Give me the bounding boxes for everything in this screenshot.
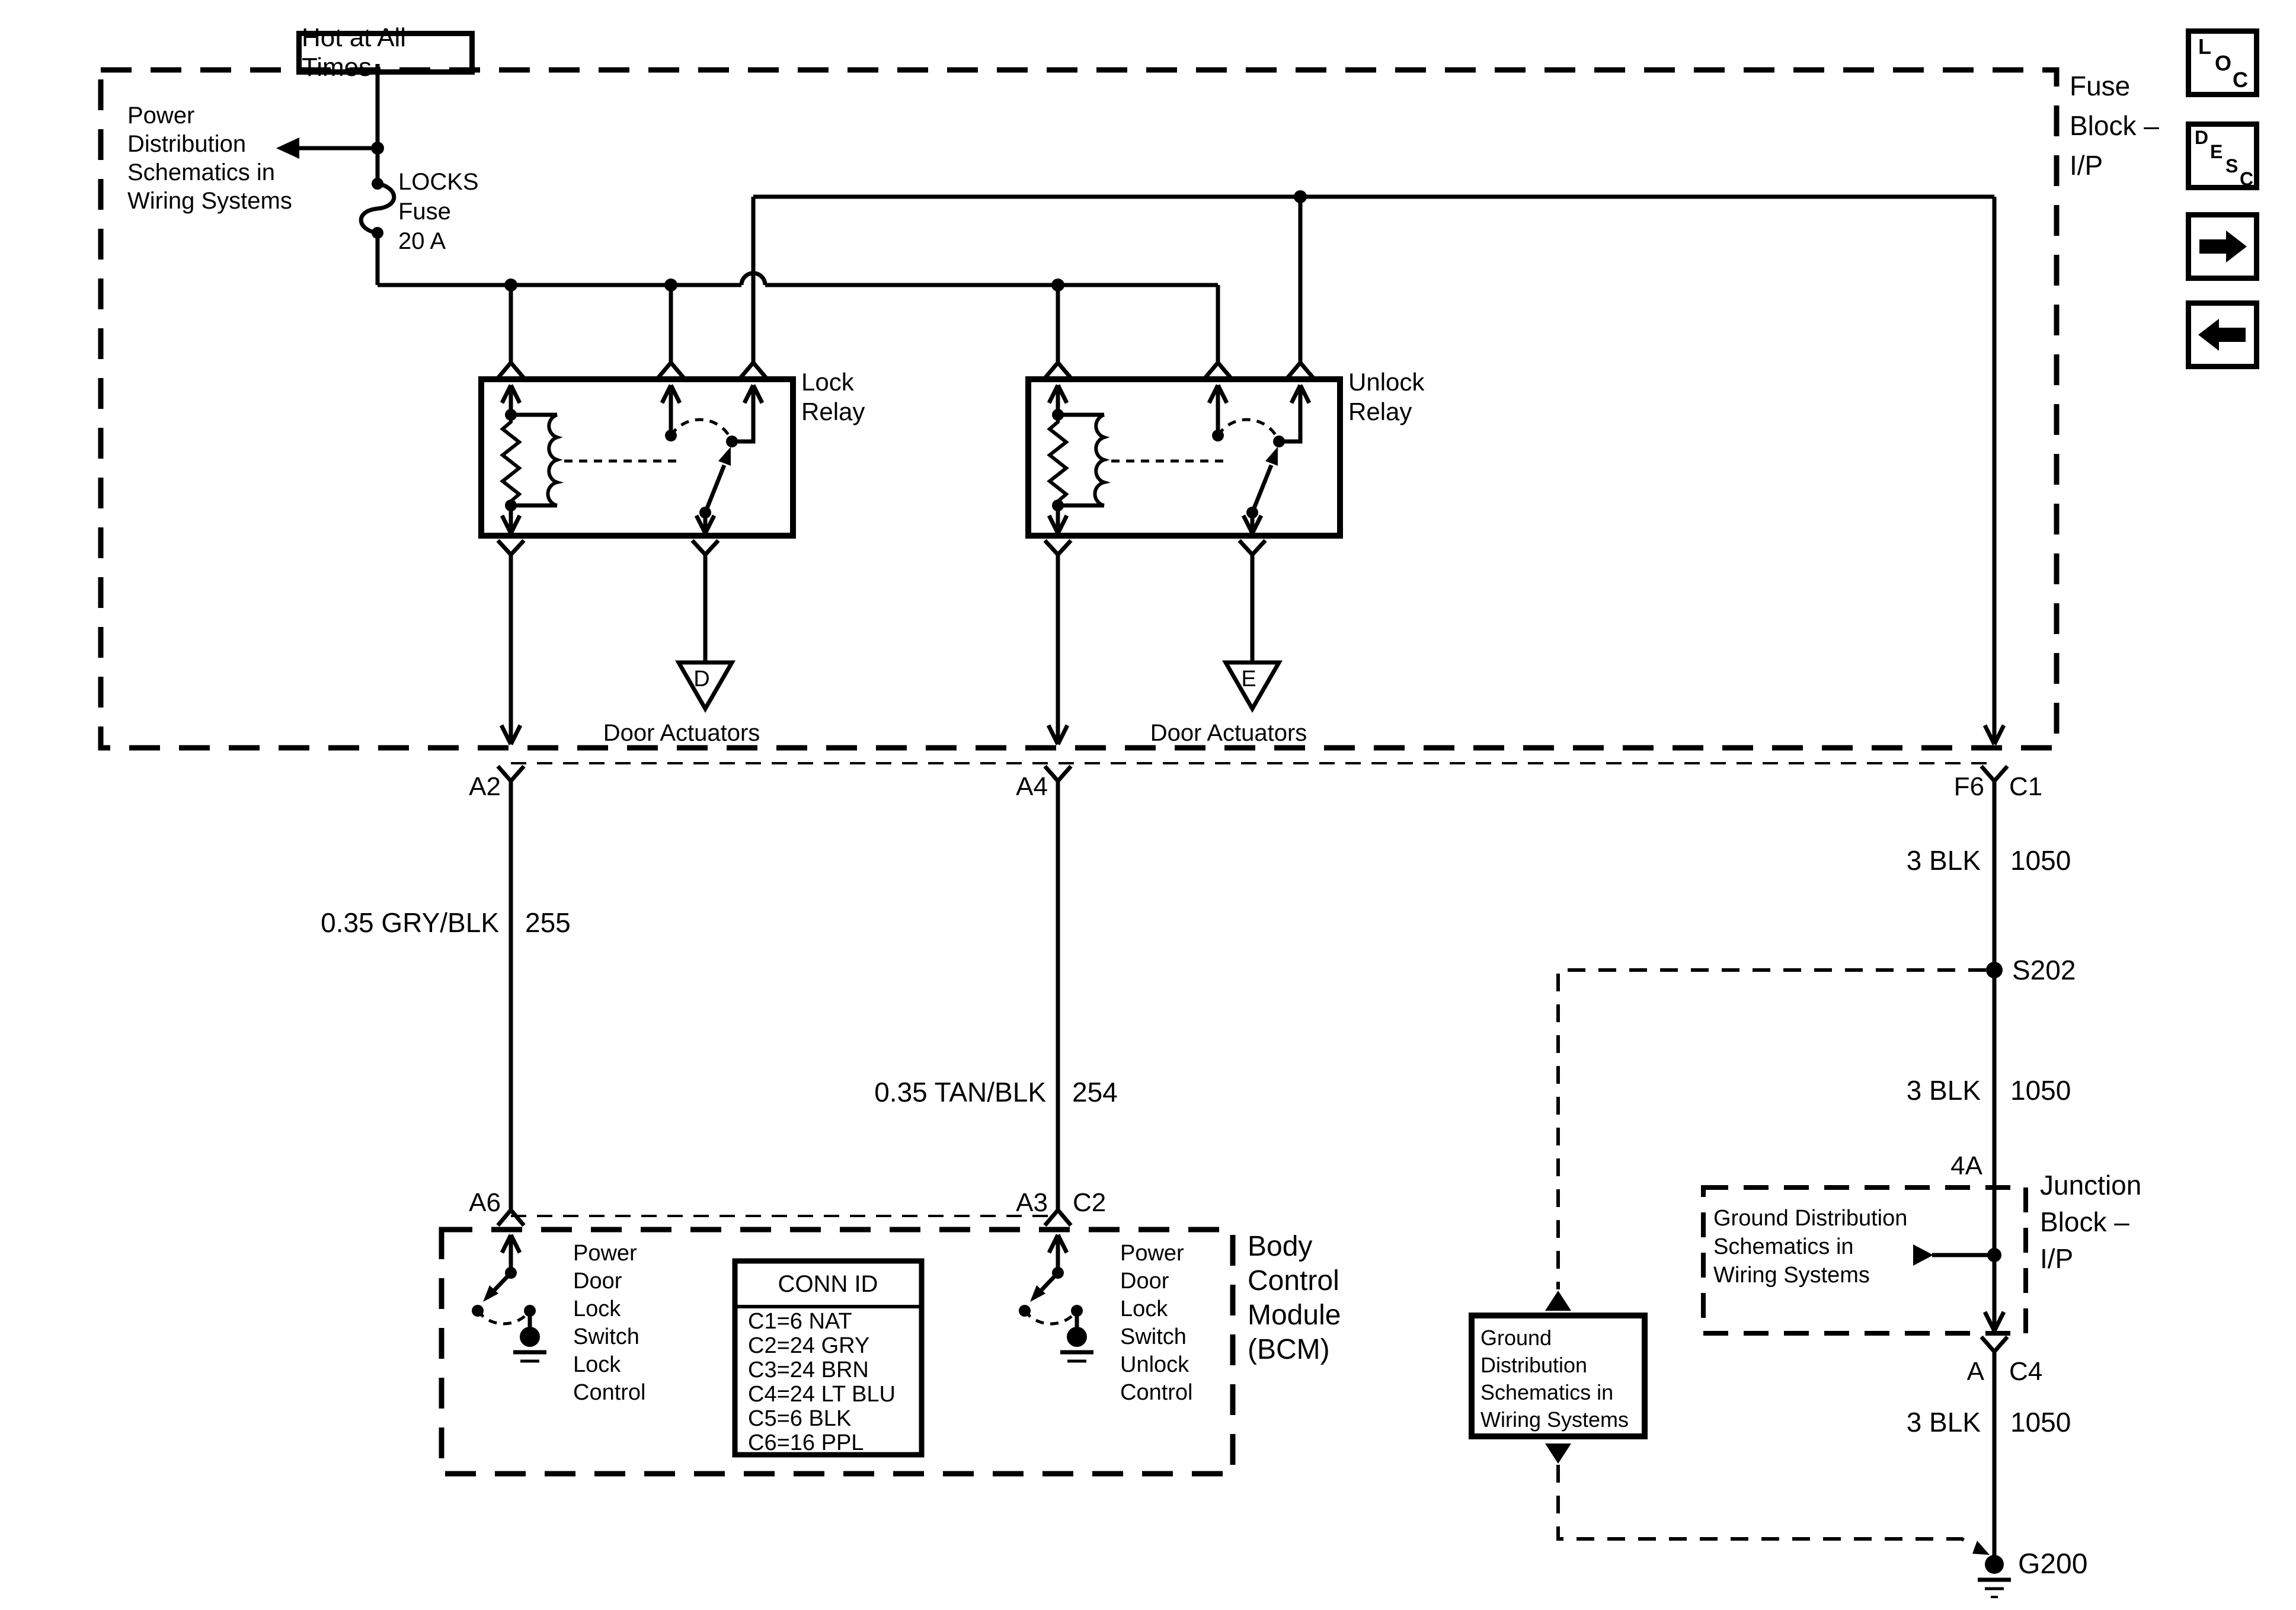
lock-switch-lines <box>487 1235 530 1327</box>
bus-lower <box>378 273 1218 285</box>
right-arrow-icon <box>2193 220 2252 273</box>
unlock-switch-note-line: Switch <box>1120 1324 1187 1349</box>
dashed-links <box>478 420 1279 1324</box>
lock-switch-note-line: Lock <box>573 1352 621 1377</box>
fuse-type: Fuse <box>398 199 451 225</box>
hot-at-all-times-box <box>296 23 475 82</box>
ground-label-g200: G200 <box>2018 1548 2088 1580</box>
junction-note-line: Wiring Systems <box>1713 1263 1870 1288</box>
junction-note-line: Schematics in <box>1713 1234 1854 1259</box>
pin-label-f6: F6 <box>1953 772 1984 801</box>
lock-relay-coil <box>548 415 557 505</box>
ground-ref-note-line: Schematics in <box>1480 1380 1614 1404</box>
fuseblock-exit-forks <box>498 766 2007 781</box>
ground-bar-2 <box>520 1357 2004 1589</box>
wire-label-blk: 3 BLK <box>1906 1407 1981 1438</box>
relay-feed-drops <box>511 197 1300 363</box>
relay-internals <box>503 385 1300 533</box>
loc-letter: C <box>2233 68 2248 92</box>
junction-note-line: Ground Distribution <box>1713 1206 1908 1231</box>
loc-letter: L <box>2198 34 2211 59</box>
relay-output-wires <box>511 555 1252 744</box>
connector-label-c2: C2 <box>1073 1188 1107 1217</box>
fuse-block-outline <box>101 70 2057 748</box>
unlock-relay-coil <box>1095 415 1104 505</box>
door-actuators-label: Door Actuators <box>603 720 760 746</box>
lock-relay-label-line: Relay <box>801 398 865 425</box>
connector-label-c1: C1 <box>2009 772 2043 801</box>
power-dist-arrowhead <box>276 137 299 159</box>
bcm-entry-forks <box>498 1210 1071 1225</box>
desc-letter: E <box>2210 141 2223 162</box>
ground-bar-1 <box>513 1352 2011 1580</box>
g200-ref-arrowhead <box>1972 1541 1990 1555</box>
relay-bottom-forks <box>498 540 1265 555</box>
desc-letter: S <box>2225 155 2239 177</box>
unlock-relay-blade <box>1252 465 1271 513</box>
actuator-e-letter: E <box>1241 667 1256 692</box>
junction-label-line: Junction <box>2040 1170 2142 1201</box>
relay-top-forks <box>498 363 1313 378</box>
left-arrow-icon <box>2193 308 2252 361</box>
actuator-triangles <box>679 662 1279 709</box>
lock-relay-blade <box>705 465 724 513</box>
forward-button[interactable] <box>2186 212 2259 281</box>
fuse-block-label-line: Fuse <box>2070 71 2131 101</box>
ground-ref-down-arrow <box>1545 1443 1571 1464</box>
solid-boxes <box>481 379 1645 1455</box>
pin-label-a3: A3 <box>1016 1188 1048 1217</box>
circuit-255: 255 <box>525 907 571 938</box>
lock-switch-note-line: Door <box>573 1269 622 1294</box>
splice-label-s202: S202 <box>2012 955 2076 985</box>
bcm-input-wires <box>511 781 1058 1210</box>
fuse-block-label-line: Block – <box>2070 110 2159 141</box>
unlock-switch-note-line: Lock <box>1120 1297 1168 1321</box>
unlock-switch-note-line: Unlock <box>1120 1352 1189 1377</box>
relay-top-arrows <box>502 385 1309 403</box>
relay-contact-arcs <box>671 420 1279 441</box>
conn-id-row: C3=24 BRN <box>748 1358 869 1382</box>
lock-relay-pins <box>511 385 753 533</box>
fuse-element <box>361 184 394 233</box>
actuator-d-letter: D <box>693 667 710 692</box>
g200-ref-dash <box>1558 1465 1980 1548</box>
pin-label-a4: A4 <box>1016 772 1048 801</box>
desc-button[interactable] <box>2186 121 2259 190</box>
circuit-1050: 1050 <box>2010 1075 2071 1106</box>
unlock-relay-pins <box>1058 385 1300 533</box>
wire-label-gry-blk: 0.35 GRY/BLK <box>321 907 499 938</box>
ground-ref-note-line: Ground <box>1480 1326 1552 1350</box>
ground-ref-note-line: Wiring Systems <box>1480 1407 1629 1432</box>
conn-id-row: C1=6 NAT <box>748 1309 852 1334</box>
conn-id-row: C2=24 GRY <box>748 1333 870 1358</box>
wire-label-tan-blk: 0.35 TAN/BLK <box>874 1077 1046 1108</box>
pin-label-a2: A2 <box>469 772 501 801</box>
lock-switch-note-line: Power <box>573 1241 637 1266</box>
back-button[interactable] <box>2186 300 2259 369</box>
bcm-label-line: Body <box>1248 1231 1313 1262</box>
wire-label-blk: 3 BLK <box>1906 845 1981 876</box>
ground-ref-up-arrow <box>1545 1291 1571 1311</box>
unlock-switch-note-line: Power <box>1120 1241 1184 1266</box>
unlock-relay-resistor <box>1050 415 1066 505</box>
wire-label-blk: 3 BLK <box>1906 1075 1981 1106</box>
conn-id-row: C5=6 BLK <box>748 1406 852 1431</box>
circuit-1050: 1050 <box>2010 845 2071 876</box>
bcm-label-line: (BCM) <box>1248 1334 1330 1365</box>
fuse-rating: 20 A <box>398 228 446 254</box>
unlock-switch-lines <box>1034 1235 1077 1327</box>
power-note-line: Schematics in <box>127 159 275 185</box>
lock-switch-note-line: Switch <box>573 1324 639 1349</box>
connector-label-c4: C4 <box>2009 1357 2043 1386</box>
desc-letter: C <box>2240 168 2254 190</box>
door-actuators-label: Door Actuators <box>1150 720 1307 746</box>
lock-blade-arrowhead <box>718 447 731 466</box>
power-note-line: Distribution <box>127 131 247 157</box>
unlock-switch-note-line: Door <box>1120 1269 1169 1294</box>
lock-switch-note-line: Lock <box>573 1297 621 1321</box>
conn-id-row: C6=16 PPL <box>748 1430 864 1455</box>
relay-bottom-arrows <box>502 516 1261 533</box>
lock-switch-note-line: Control <box>573 1380 646 1405</box>
hot-label: Hot at All Times <box>302 23 407 82</box>
conn-id-header: CONN ID <box>778 1271 878 1297</box>
junction-label-line: I/P <box>2040 1243 2074 1274</box>
lock-relay-resistor <box>503 415 519 505</box>
junction-branch-arrowhead <box>1913 1244 1933 1266</box>
power-note-line: Wiring Systems <box>127 188 292 214</box>
unlock-relay-label-line: Unlock <box>1348 368 1425 396</box>
circuit-254: 254 <box>1072 1077 1118 1108</box>
loc-letter: O <box>2215 51 2232 75</box>
pin-label-a6: A6 <box>469 1188 501 1217</box>
circuit-1050: 1050 <box>2010 1407 2071 1438</box>
bcm-label-line: Control <box>1248 1265 1339 1297</box>
fuse-block-label-line: I/P <box>2070 150 2103 181</box>
ground-ref-note-line: Distribution <box>1480 1353 1588 1377</box>
junction-exit-fork <box>1981 1337 2007 1352</box>
pin-label-4a: 4A <box>1950 1151 1982 1180</box>
loc-button[interactable] <box>2186 28 2259 97</box>
power-note-line: Power <box>127 103 195 129</box>
fuse-name: LOCKS <box>398 169 479 195</box>
unlock-relay-label-line: Relay <box>1348 398 1412 425</box>
pin-label-a: A <box>1966 1357 1984 1386</box>
lock-relay-label-line: Lock <box>801 368 854 396</box>
junction-label-line: Block – <box>2040 1206 2129 1237</box>
unlock-switch-note-line: Control <box>1120 1380 1193 1405</box>
bcm-label-line: Module <box>1248 1299 1341 1331</box>
conn-id-row: C4=24 LT BLU <box>748 1382 896 1407</box>
desc-letter: D <box>2195 127 2209 148</box>
unlock-blade-arrowhead <box>1265 447 1278 466</box>
